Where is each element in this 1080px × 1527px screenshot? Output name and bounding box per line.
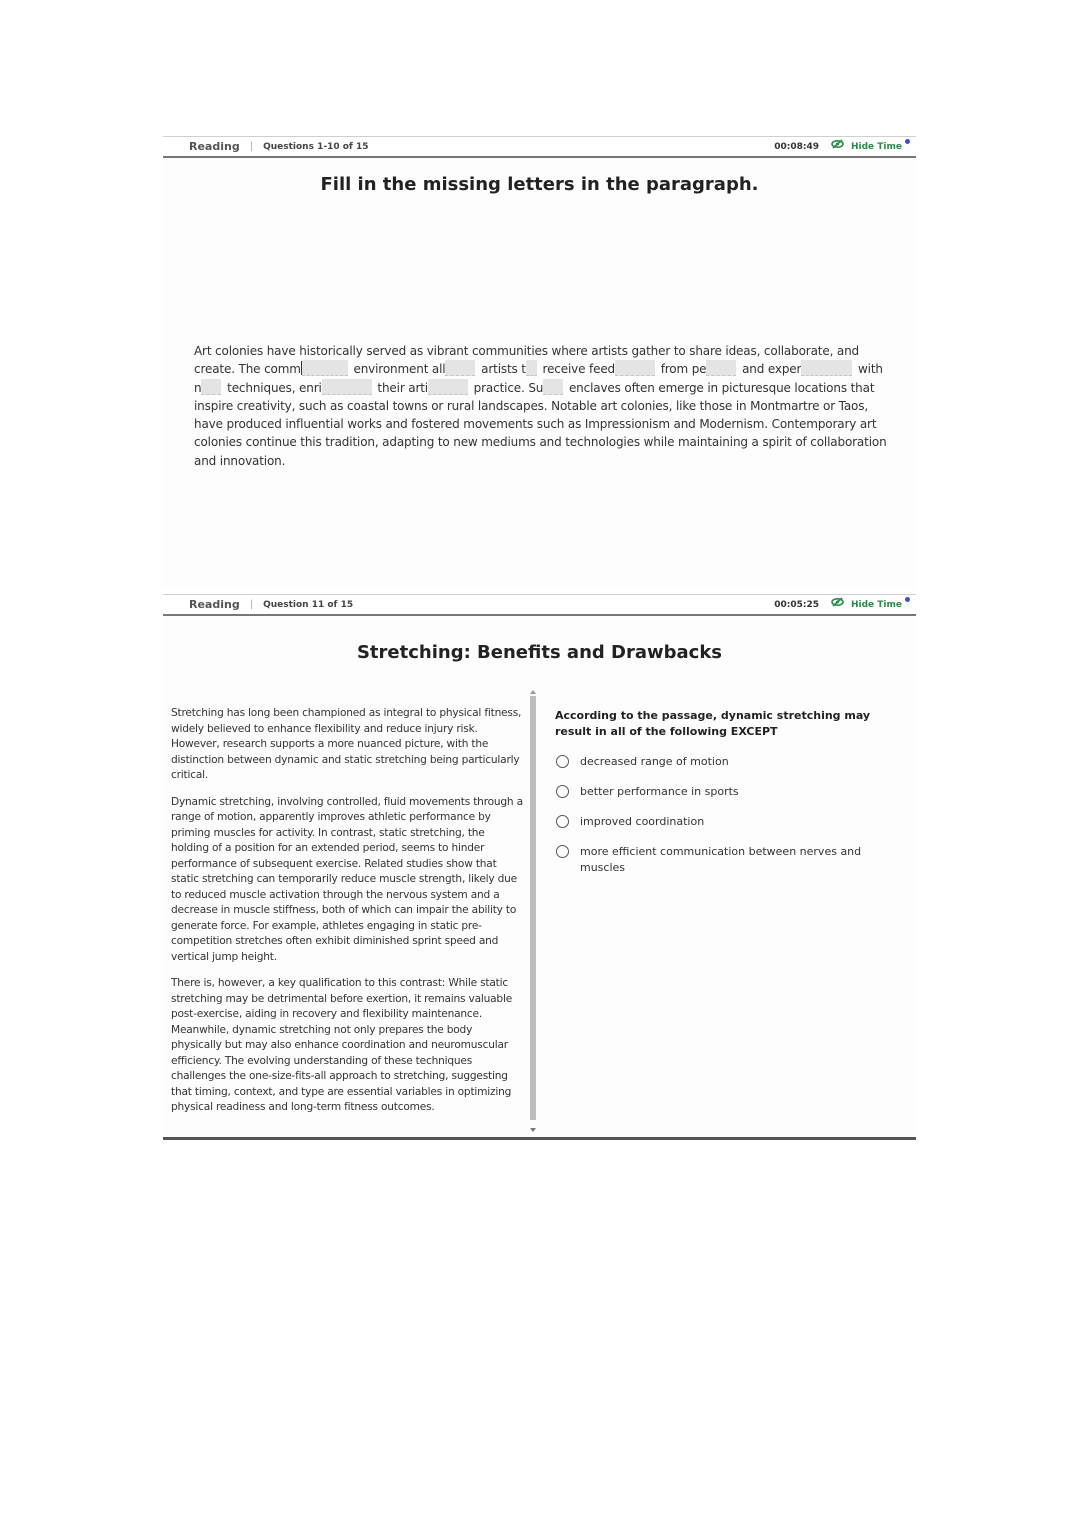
sentence-1: Art colonies have historically served as vibrant communities where artists gather to share ideas, collaborate, and create.	[194, 344, 860, 377]
hide-time-button[interactable]: Hide Time	[850, 141, 902, 152]
radio-button[interactable]	[556, 755, 569, 768]
letter-blank[interactable]	[201, 379, 221, 395]
letter-blank[interactable]	[428, 379, 468, 395]
top-bar	[163, 136, 916, 158]
answer-option[interactable]	[556, 784, 896, 800]
word-fragment: environment all	[353, 362, 446, 377]
passage-title: Stretching: Benefits and Drawbacks	[356, 642, 723, 663]
option-label[interactable]: decreased range of motion	[580, 755, 729, 768]
letter-blank[interactable]	[543, 379, 563, 395]
letter-blank[interactable]	[445, 360, 475, 376]
word-fragment: their arti	[377, 380, 428, 395]
scroll-thumb[interactable]	[530, 696, 536, 1120]
section-label: Reading	[189, 140, 240, 153]
question-counter: Question 11 of 15	[263, 599, 354, 610]
section-label: Reading	[189, 598, 240, 611]
answer-option[interactable]	[556, 814, 896, 830]
word-fragment: artists t	[481, 362, 526, 377]
sentence-3: enclaves often emerge in picturesque locations that inspire creativity, such as coastal towns or rural landscapes.	[194, 380, 875, 413]
radio-button[interactable]	[556, 845, 569, 858]
fill-in-paragraph	[194, 342, 889, 470]
word-fragment: practice.	[473, 380, 525, 395]
sentence-5: Contemporary art colonies continue this tradition, adapting to new mediums and technologies while maintaining a spirit of collaboration and innovation.	[194, 417, 887, 468]
word-fragment: receive feed	[542, 362, 616, 377]
passage-paragraph: Dynamic stretching, involving controlled, fluid movements through a range of motion, apparently improves athletic performance by priming muscles for activity. In contrast, static stretching, the holding of a position for an extended period, seems to hinder performance of subsequent exercise. Related studies show that static stretching can temporarily reduce muscle strength, likely due to reduced muscle activation through the nervous system and a decrease in muscle stiffness, both of which can impair the ability to generate force. For example, athletes engaging in static pre-competition stretches often exhibit diminished sprint speed and vertical jump height.	[171, 795, 523, 963]
separator: |	[249, 599, 254, 610]
eye-slash-icon[interactable]	[831, 139, 844, 152]
letter-blank[interactable]	[615, 360, 655, 376]
option-label[interactable]: improved coordination	[580, 815, 705, 828]
answer-option[interactable]	[556, 844, 896, 876]
eye-slash-icon[interactable]	[831, 597, 844, 610]
passage-paragraph: Stretching has long been championed as integral to physical fitness, widely believed to enhance flexibility and reduce injury risk. However, research supports a more nuanced picture, with the distinction between dynamic and static stretching being particularly critical.	[171, 707, 522, 781]
word-fragment: with n	[194, 362, 883, 395]
passage-scrollbar[interactable]	[529, 690, 537, 1132]
letter-blank[interactable]	[526, 360, 537, 376]
hide-time-button[interactable]: Hide Time	[850, 599, 902, 610]
question-prompt: According to the passage, dynamic stretching may result in all of the following EXCEPT	[555, 709, 871, 738]
answer-options	[556, 754, 896, 890]
option-label[interactable]: more efficient communication between nerves and muscles	[580, 845, 862, 874]
word-fragment: The comm	[238, 362, 301, 377]
top-bar	[163, 594, 916, 616]
word-fragment: Su	[528, 380, 544, 395]
letter-blank[interactable]	[706, 360, 736, 376]
letter-blank[interactable]	[302, 360, 348, 376]
sentence-4: Notable art colonies, like those in Montmartre or Taos, have produced influential works and fostered movements such as Impressionism and Modernism.	[194, 398, 869, 432]
word-fragment: from pe	[660, 362, 707, 377]
word-fragment: techniques, enri	[227, 380, 322, 395]
notification-dot	[905, 597, 910, 602]
radio-button[interactable]	[556, 785, 569, 798]
timer: 00:08:49	[774, 141, 819, 152]
scroll-down-arrow[interactable]	[530, 1128, 536, 1132]
letter-blank[interactable]	[322, 379, 372, 395]
option-label[interactable]: better performance in sports	[580, 785, 739, 798]
scroll-up-arrow[interactable]	[530, 690, 536, 694]
separator: |	[249, 141, 254, 152]
reading-question-screen	[163, 594, 916, 1140]
answer-option[interactable]	[556, 754, 896, 770]
notification-dot	[905, 139, 910, 144]
fill-in-letters-screen	[163, 136, 916, 588]
radio-button[interactable]	[556, 815, 569, 828]
timer: 00:05:25	[774, 599, 819, 610]
question-counter: Questions 1-10 of 15	[263, 141, 369, 152]
letter-blank[interactable]	[801, 360, 852, 376]
word-fragment: and exper	[742, 362, 802, 377]
page-title: Fill in the missing letters in the paragraph.	[320, 174, 759, 195]
reading-passage	[171, 706, 523, 1127]
passage-paragraph: There is, however, a key qualification to this contrast: While static stretching may be detrimental before exertion, it remains valuable post-exercise, aiding in recovery and flexibility maintenance. Meanwhile, dynamic stretching not only prepares the body physically but may also enhance coordination and neuromuscular efficiency. The evolving understanding of these techniques challenges the one-size-fits-all approach to stretching, suggesting that timing, context, and type are essential variables in optimizing physical readiness and long-term fitness outcomes.	[171, 977, 513, 1113]
